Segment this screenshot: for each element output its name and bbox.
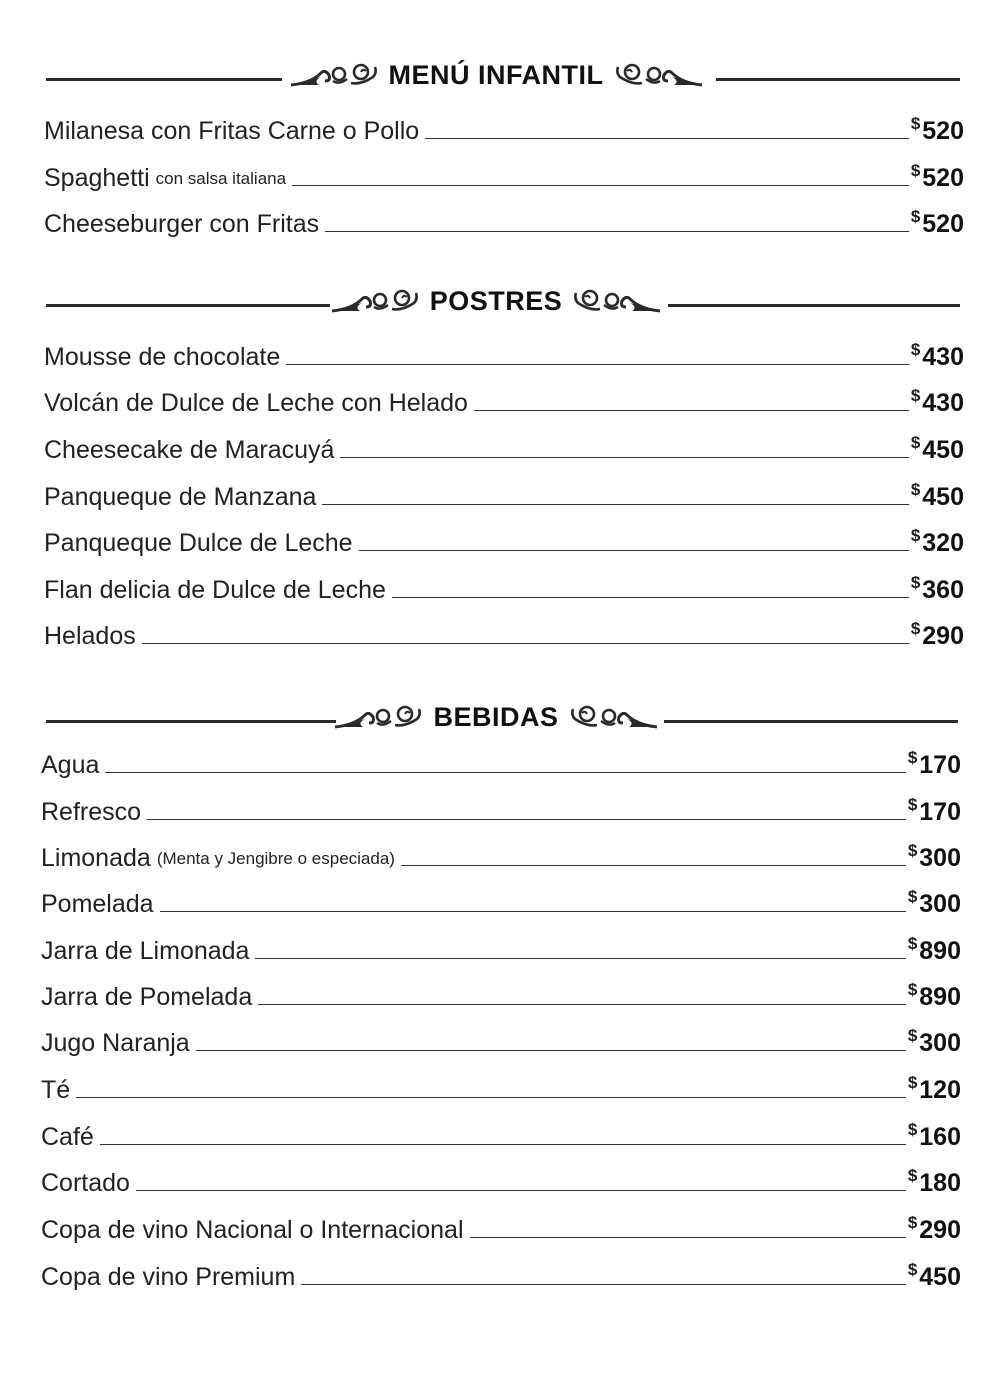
flourish-right-icon	[567, 701, 657, 731]
menu-item	[44, 157, 964, 193]
currency-symbol: $	[907, 1120, 918, 1139]
item-name: Limonada	[41, 844, 151, 872]
price-amount: 360	[922, 576, 964, 604]
item-price	[911, 480, 964, 512]
section-header	[0, 692, 992, 736]
item-price	[908, 887, 961, 919]
menu-item	[41, 976, 961, 1012]
item-price	[911, 114, 964, 146]
menu-item	[44, 382, 964, 418]
price-amount: 170	[919, 751, 961, 779]
dotted-leader	[196, 1050, 906, 1051]
price-amount: 300	[919, 890, 961, 918]
dotted-leader	[470, 1237, 906, 1238]
header-rule-left	[46, 78, 282, 81]
menu-section	[0, 692, 992, 736]
price-amount: 170	[919, 798, 961, 826]
item-name: Milanesa con Fritas Carne o Pollo	[44, 117, 420, 145]
price-amount: 290	[922, 622, 964, 650]
dotted-leader	[340, 457, 908, 458]
dotted-leader	[100, 1144, 906, 1145]
menu-item	[41, 1209, 961, 1245]
item-name: Copa de vino Nacional o Internacional	[41, 1216, 464, 1244]
header-rule-left	[46, 720, 336, 723]
item-name: Helados	[44, 622, 136, 650]
price-amount: 450	[919, 1263, 961, 1291]
flourish-right-icon	[612, 59, 702, 89]
dotted-leader	[142, 643, 909, 644]
menu-item	[44, 569, 964, 605]
dotted-leader	[255, 958, 905, 959]
item-price	[911, 526, 964, 558]
currency-symbol: $	[910, 386, 921, 405]
menu-item	[44, 203, 964, 239]
item-price	[911, 619, 964, 651]
currency-symbol: $	[910, 480, 921, 499]
item-price	[908, 1073, 961, 1105]
item-note: (Menta y Jengibre o especiada)	[156, 849, 395, 868]
menu-item	[41, 1256, 961, 1292]
menu-item	[41, 930, 961, 966]
item-price	[908, 934, 961, 966]
dotted-leader	[325, 231, 909, 232]
dotted-leader	[258, 1004, 906, 1005]
flourish-right-icon	[570, 285, 660, 315]
header-rule-right	[716, 78, 960, 81]
currency-symbol: $	[910, 340, 921, 359]
menu-section	[0, 50, 992, 94]
currency-symbol: $	[907, 887, 918, 906]
menu-item	[41, 1022, 961, 1058]
price-amount: 180	[919, 1169, 961, 1197]
item-name: Café	[41, 1123, 94, 1151]
item-price	[911, 340, 964, 372]
currency-symbol: $	[907, 748, 918, 767]
menu-section	[0, 276, 992, 320]
dotted-leader	[322, 504, 908, 505]
dotted-leader	[136, 1190, 906, 1191]
price-amount: 430	[922, 389, 964, 417]
price-amount: 890	[919, 983, 961, 1011]
flourish-left-icon	[291, 59, 381, 89]
item-price	[908, 1120, 961, 1152]
item-price	[911, 433, 964, 465]
item-price	[908, 841, 961, 873]
currency-symbol: $	[907, 841, 918, 860]
item-name: Spaghetti	[44, 164, 150, 192]
currency-symbol: $	[907, 1026, 918, 1045]
item-name: Panqueque de Manzana	[44, 483, 317, 511]
price-amount: 160	[919, 1123, 961, 1151]
section-header	[0, 50, 992, 94]
price-amount: 890	[919, 937, 961, 965]
dotted-leader	[105, 772, 905, 773]
menu-item	[44, 429, 964, 465]
dotted-leader	[286, 364, 909, 365]
price-amount: 120	[919, 1076, 961, 1104]
menu-item	[41, 791, 961, 827]
section-header	[0, 276, 992, 320]
currency-symbol: $	[910, 114, 921, 133]
item-name: Cheeseburger con Fritas	[44, 210, 320, 238]
dotted-leader	[301, 1284, 906, 1285]
item-price	[908, 795, 961, 827]
item-price	[908, 1026, 961, 1058]
menu-item	[41, 883, 961, 919]
header-rule-right	[668, 304, 960, 307]
currency-symbol: $	[910, 433, 921, 452]
menu-item	[41, 744, 961, 780]
section-title: POSTRES	[429, 285, 563, 316]
dotted-leader	[392, 597, 909, 598]
price-amount: 300	[919, 1029, 961, 1057]
item-name: Cortado	[41, 1169, 130, 1197]
item-price	[908, 748, 961, 780]
currency-symbol: $	[907, 1073, 918, 1092]
price-amount: 520	[922, 210, 964, 238]
currency-symbol: $	[910, 207, 921, 226]
menu-item	[44, 522, 964, 558]
header-rule-left	[46, 304, 330, 307]
item-name: Agua	[41, 751, 100, 779]
item-price	[908, 1213, 961, 1245]
menu-item	[41, 1162, 961, 1198]
price-amount: 450	[922, 483, 964, 511]
currency-symbol: $	[910, 619, 921, 638]
currency-symbol: $	[910, 161, 921, 180]
dotted-leader	[147, 819, 906, 820]
item-name: Jarra de Pomelada	[41, 983, 253, 1011]
item-name: Pomelada	[41, 890, 154, 918]
currency-symbol: $	[910, 526, 921, 545]
item-price	[911, 207, 964, 239]
item-name: Mousse de chocolate	[44, 343, 281, 371]
item-name: Panqueque Dulce de Leche	[44, 529, 353, 557]
price-amount: 290	[919, 1216, 961, 1244]
flourish-left-icon	[332, 285, 422, 315]
price-amount: 520	[922, 117, 964, 145]
item-name: Cheesecake de Maracuyá	[44, 436, 335, 464]
dotted-leader	[292, 185, 909, 186]
menu-item	[41, 837, 961, 873]
dotted-leader	[425, 138, 909, 139]
item-name: Refresco	[41, 798, 142, 826]
dotted-leader	[474, 410, 909, 411]
item-name: Copa de vino Premium	[41, 1263, 296, 1291]
currency-symbol: $	[910, 573, 921, 592]
item-note: con salsa italiana	[155, 169, 287, 188]
menu-item	[41, 1069, 961, 1105]
item-price	[908, 1166, 961, 1198]
flourish-left-icon	[335, 701, 425, 731]
item-name: Té	[41, 1076, 71, 1104]
item-price	[911, 161, 964, 193]
dotted-leader	[160, 911, 906, 912]
currency-symbol: $	[907, 1166, 918, 1185]
menu-item	[41, 1116, 961, 1152]
currency-symbol: $	[907, 795, 918, 814]
header-rule-right	[664, 720, 958, 723]
item-name: Flan delicia de Dulce de Leche	[44, 576, 386, 604]
currency-symbol: $	[907, 980, 918, 999]
item-price	[911, 573, 964, 605]
currency-symbol: $	[907, 1213, 918, 1232]
menu-item	[44, 476, 964, 512]
item-price	[911, 386, 964, 418]
price-amount: 300	[919, 844, 961, 872]
section-title: BEBIDAS	[433, 701, 559, 732]
currency-symbol: $	[907, 1260, 918, 1279]
menu-item	[44, 110, 964, 146]
item-price	[908, 980, 961, 1012]
section-title: MENÚ INFANTIL	[388, 59, 604, 90]
menu-item	[44, 615, 964, 651]
price-amount: 520	[922, 164, 964, 192]
price-amount: 320	[922, 529, 964, 557]
currency-symbol: $	[907, 934, 918, 953]
price-amount: 450	[922, 436, 964, 464]
dotted-leader	[359, 550, 909, 551]
item-name: Volcán de Dulce de Leche con Helado	[44, 389, 468, 417]
item-price	[908, 1260, 961, 1292]
item-name: Jugo Naranja	[41, 1029, 190, 1057]
price-amount: 430	[922, 343, 964, 371]
dotted-leader	[401, 865, 906, 866]
dotted-leader	[76, 1097, 906, 1098]
item-name: Jarra de Limonada	[41, 937, 250, 965]
menu-item	[44, 336, 964, 372]
